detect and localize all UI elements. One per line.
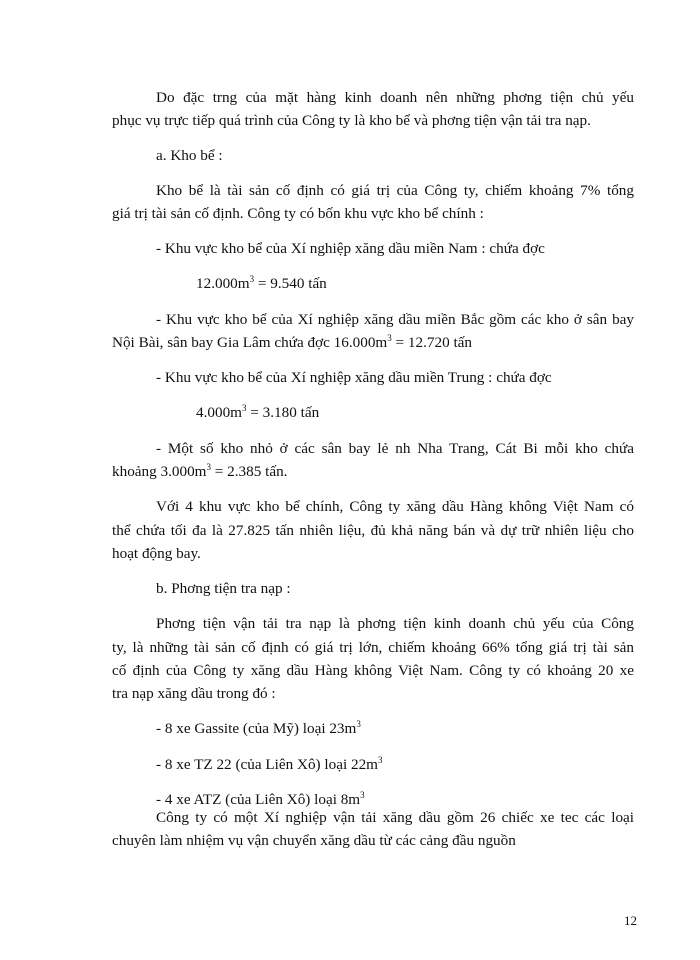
cubic-superscript: 3 xyxy=(249,274,255,284)
truck-list-item-3 xyxy=(156,790,365,810)
transport-line-2: ty, là những tài sản cố định có giá trị lớn, chiếm khoảng 66% tổng giá trị tài sản xyxy=(112,639,634,656)
truck-2-text: - 8 xe TZ 22 (của Liên Xô) loại 22m xyxy=(156,756,378,773)
truck-list-item-1 xyxy=(156,719,361,739)
storage-central-weight: = 3.180 tấn xyxy=(246,404,320,421)
summary-line-1: Với 4 khu vực kho bể chính, Công ty xăng dầu Hàng không Việt Nam có xyxy=(156,498,634,515)
cubic-superscript: 3 xyxy=(377,755,383,765)
storage-north-line-1: - Khu vực kho bể của Xí nghiệp xăng dầu miền Bắc gồm các kho ở sân bay xyxy=(156,311,634,328)
intro-paragraph-line-1: Do đặc trng của mặt hàng kinh doanh nên những phơng tiện chủ yếu xyxy=(156,89,634,106)
storage-south-capacity xyxy=(196,274,327,294)
truck-1-text: - 8 xe Gassite (của Mỹ) loại 23m xyxy=(156,720,357,737)
cubic-superscript: 3 xyxy=(356,719,361,729)
storage-central-volume: 4.000m xyxy=(196,404,242,421)
truck-3-text: - 4 xe ATZ (của Liên Xô) loại 8m xyxy=(156,791,361,808)
summary-line-2: thể chứa tối đa là 27.825 tấn nhiên liệu, đủ khả năng bán và dự trữ nhiên liệu cho xyxy=(112,522,634,539)
storage-south-weight: = 9.540 tấn xyxy=(254,275,327,292)
section-heading-b: b. Phơng tiện tra nạp : xyxy=(156,580,291,597)
storage-north-weight: = 12.720 tấn xyxy=(391,334,473,351)
summary-line-3: hoạt động bay. xyxy=(112,545,201,562)
storage-north-text: Nội Bài, sân bay Gia Lâm chứa đợc 16.000m xyxy=(112,334,388,351)
storage-small-line-2 xyxy=(112,462,287,482)
transport-line-1: Phơng tiện vận tải tra nạp là phơng tiện kinh doanh chủ yếu của Công xyxy=(156,615,634,632)
cubic-superscript: 3 xyxy=(360,790,365,800)
cubic-superscript: 3 xyxy=(387,333,392,343)
storage-central-line-1: - Khu vực kho bể của Xí nghiệp xăng dầu miền Trung : chứa đợc xyxy=(156,369,552,386)
tanker-line-2: chuyên làm nhiệm vụ vận chuyển xăng dầu từ các cảng đầu nguồn xyxy=(112,832,516,849)
page-number: 12 xyxy=(624,913,637,928)
cubic-superscript: 3 xyxy=(206,462,211,472)
storage-north-line-2 xyxy=(112,333,472,353)
tanker-line-1: Công ty có một Xí nghiệp vận tải xăng dầu gồm 26 chiếc xe tec các loại xyxy=(156,809,634,826)
storage-south-volume: 12.000m xyxy=(196,275,250,292)
transport-line-4: tra nạp xăng dầu trong đó : xyxy=(112,685,276,702)
storage-small-text: khoảng 3.000m xyxy=(112,463,207,480)
cubic-superscript: 3 xyxy=(242,403,247,413)
section-heading-a: a. Kho bể : xyxy=(156,147,223,164)
storage-paragraph-line-2: giá trị tài sản cố định. Công ty có bốn khu vực kho bể chính : xyxy=(112,205,484,222)
storage-paragraph-line-1: Kho bể là tài sản cố định có giá trị của Công ty, chiếm khoảng 7% tổng xyxy=(156,182,634,199)
intro-paragraph-line-2: phục vụ trực tiếp quá trình của Công ty là kho bể và phơng tiện vận tải tra nạp. xyxy=(112,112,591,129)
storage-small-line-1: - Một số kho nhỏ ở các sân bay lẻ nh Nha Trang, Cát Bi mỗi kho chứa xyxy=(156,440,634,457)
storage-central-capacity xyxy=(196,403,319,423)
storage-small-weight: = 2.385 tấn. xyxy=(211,463,288,480)
storage-south-line-1: - Khu vực kho bể của Xí nghiệp xăng dầu miền Nam : chứa đợc xyxy=(156,240,545,257)
transport-line-3: cố định của Công ty xăng dầu Hàng không Việt Nam. Công ty có khoảng 20 xe xyxy=(112,662,634,679)
truck-list-item-2 xyxy=(156,755,382,775)
